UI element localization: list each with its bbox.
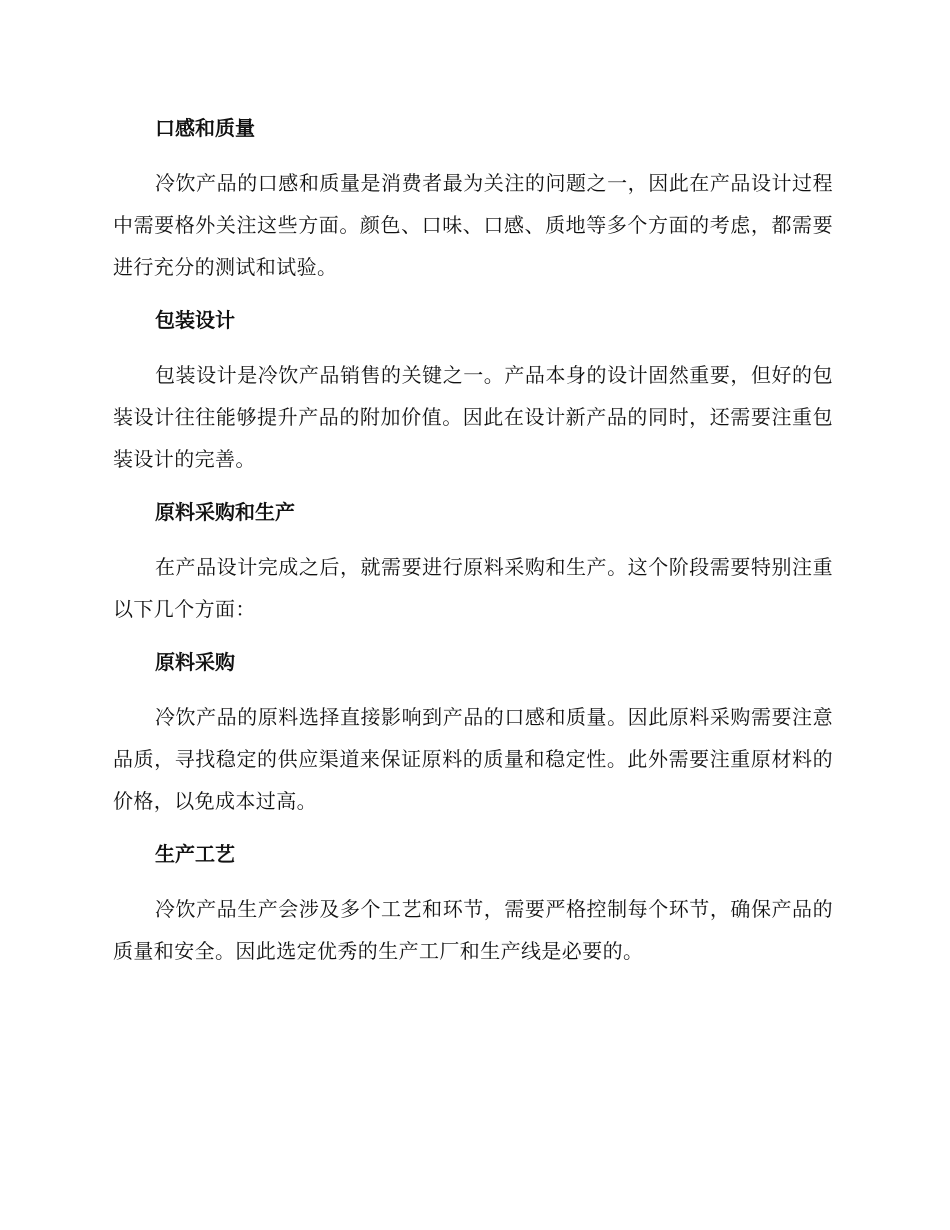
section-paragraph-process: 冷饮产品生产会涉及多个工艺和环节，需要严格控制每个环节，确保产品的质量和安全。因此选定优秀的生产工厂和生产线是必要的。 (113, 897, 833, 963)
section-heading-packaging: 包装设计 (155, 308, 235, 332)
section-paragraph-packaging: 包装设计是冷饮产品销售的关键之一。产品本身的设计固然重要，但好的包装设计往往能够提升产品的附加价值。因此在设计新产品的同时，还需要注重包装设计的完善。 (113, 363, 833, 471)
section-paragraph-taste-quality: 冷饮产品的口感和质量是消费者最为关注的问题之一，因此在产品设计过程中需要格外关注这些方面。颜色、口味、口感、质地等多个方面的考虑，都需要进行充分的测试和试验。 (113, 171, 833, 279)
section-heading-sourcing: 原料采购 (155, 650, 235, 674)
section-heading-process: 生产工艺 (155, 842, 235, 866)
document-body (113, 108, 833, 984)
section-paragraph-sourcing: 冷饮产品的原料选择直接影响到产品的口感和质量。因此原料采购需要注意品质，寻找稳定的供应渠道来保证原料的质量和稳定性。此外需要注重原材料的价格，以免成本过高。 (113, 705, 833, 813)
section-heading-taste-quality: 口感和质量 (155, 116, 255, 140)
section-paragraph-sourcing-production: 在产品设计完成之后，就需要进行原料采购和生产。这个阶段需要特别注重以下几个方面： (113, 555, 833, 621)
section-heading-sourcing-production: 原料采购和生产 (155, 500, 295, 524)
